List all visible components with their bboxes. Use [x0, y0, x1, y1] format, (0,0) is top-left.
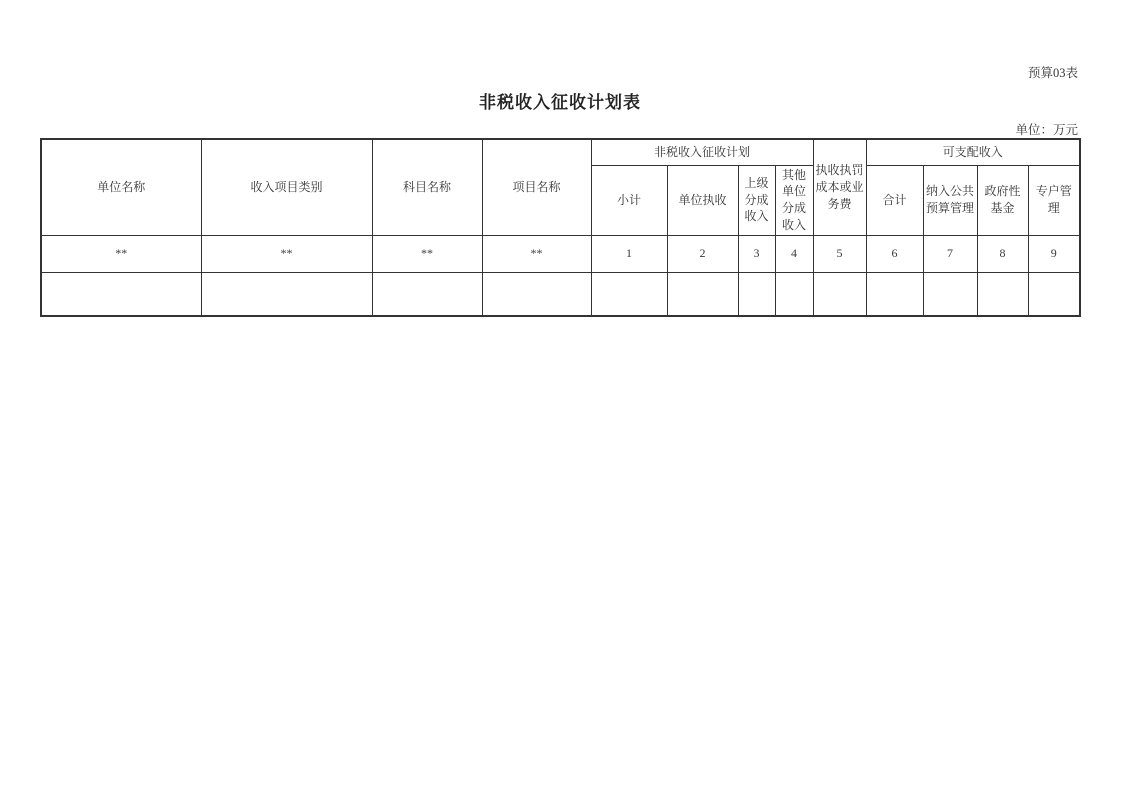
- table-cell: [201, 272, 372, 316]
- header-subject-name: 科目名称: [372, 139, 482, 235]
- header-subtotal: 小计: [591, 165, 667, 235]
- header-group-collection-plan: 非税收入征收计划: [591, 139, 813, 165]
- table-cell: 5: [813, 235, 866, 272]
- header-government-fund: 政府性基金: [977, 165, 1028, 235]
- table-cell: **: [482, 235, 591, 272]
- table-cell: [977, 272, 1028, 316]
- table-cell: 8: [977, 235, 1028, 272]
- table-cell: [923, 272, 977, 316]
- table-cell: [813, 272, 866, 316]
- table-cell: **: [372, 235, 482, 272]
- header-row-groups: [41, 139, 1080, 165]
- table-cell: 6: [866, 235, 923, 272]
- header-other-unit-share: 其他单位分成收入: [775, 165, 813, 235]
- table-cell: **: [41, 235, 201, 272]
- header-group-disposable-income: 可支配收入: [866, 139, 1080, 165]
- table-cell: [372, 272, 482, 316]
- table-cell: [738, 272, 775, 316]
- table-cell: [1028, 272, 1080, 316]
- table-cell: 3: [738, 235, 775, 272]
- header-project-name: 项目名称: [482, 139, 591, 235]
- page-title: 非税收入征收计划表: [479, 93, 641, 112]
- table-cell: **: [201, 235, 372, 272]
- header-unit-name: 单位名称: [41, 139, 201, 235]
- header-public-budget-managed: 纳入公共预算管理: [923, 165, 977, 235]
- table-cell: 7: [923, 235, 977, 272]
- header-unit-collected: 单位执收: [667, 165, 738, 235]
- table-cell: 9: [1028, 235, 1080, 272]
- header-cost-or-fee: 执收执罚成本或业务费: [813, 139, 866, 235]
- table-cell: 1: [591, 235, 667, 272]
- unit-note: 单位：万元: [1015, 123, 1078, 137]
- table-cell: 4: [775, 235, 813, 272]
- header-superior-share: 上级分成收入: [738, 165, 775, 235]
- table-cell: [482, 272, 591, 316]
- table-cell: [591, 272, 667, 316]
- table-row-empty: [41, 272, 1080, 316]
- plan-table: [40, 138, 1081, 317]
- table-row-index: [41, 235, 1080, 272]
- form-number: 预算03表: [1027, 66, 1078, 80]
- table-cell: [667, 272, 738, 316]
- header-total: 合计: [866, 165, 923, 235]
- table-cell: [866, 272, 923, 316]
- table-cell: [41, 272, 201, 316]
- table-cell: 2: [667, 235, 738, 272]
- table-cell: [775, 272, 813, 316]
- header-special-account: 专户管理: [1028, 165, 1080, 235]
- header-income-category: 收入项目类别: [201, 139, 372, 235]
